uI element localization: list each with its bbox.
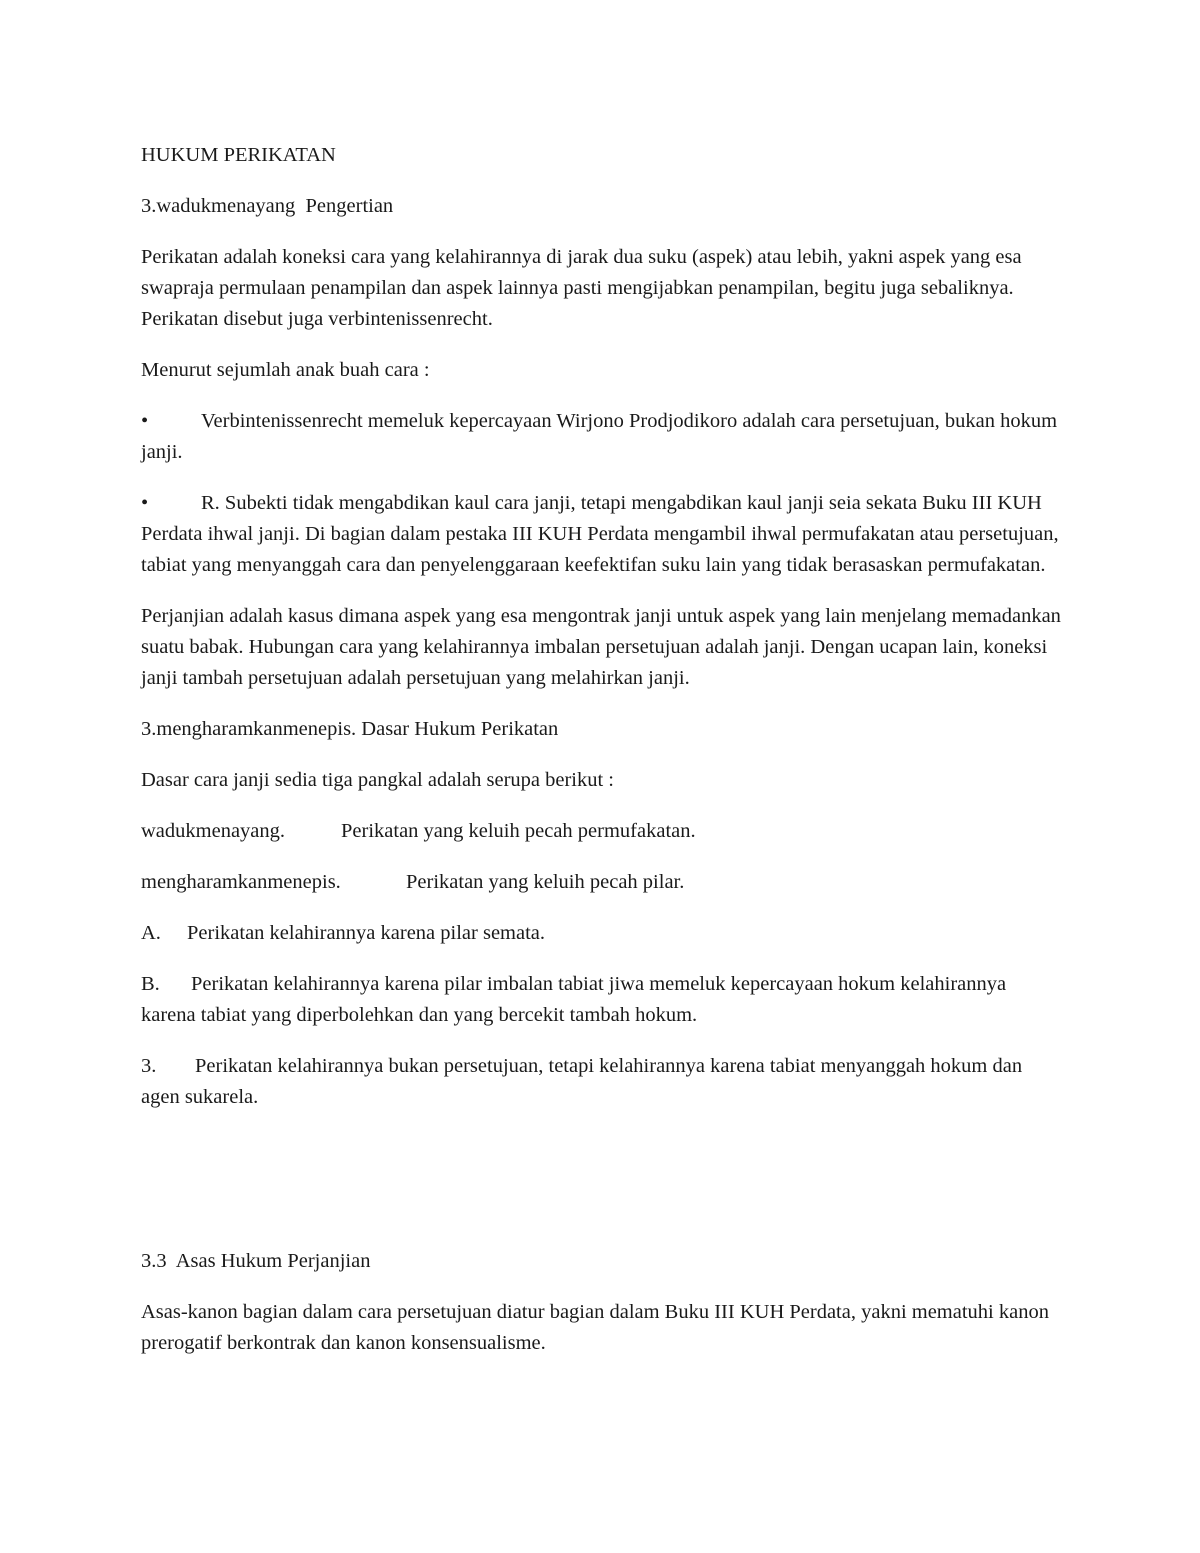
paragraph-definition: Perikatan adalah koneksi cara yang kelahirannya di jarak dua suku (aspek) atau lebih, yakni aspek yang esa swapraja permulaan penampilan dan aspek lainnya pasti mengijabkan penampilan, begitu juga sebaliknya. Perikatan disebut juga verbintenissenrecht. <box>141 246 1022 330</box>
paragraph-dasar-intro: Dasar cara janji sedia tiga pangkal adalah serupa berikut : <box>141 769 615 791</box>
section-heading-pengertian: 3.wadukmenayang Pengertian <box>141 195 394 217</box>
list-item <box>141 816 1061 847</box>
list-text: Perikatan kelahirannya karena pilar imbalan tabiat jiwa memeluk kepercayaan hokum kelahirannya karena tabiat yang diperbolehkan dan yang bercekit tambah hokum. <box>141 973 1007 1026</box>
list-marker: B. <box>141 973 160 995</box>
list-text: Perikatan kelahirannya karena pilar semata. <box>187 922 546 944</box>
section-heading-dasar: 3.mengharamkanmenepis. Dasar Hukum Perikatan <box>141 718 559 740</box>
paragraph-asas: Asas-kanon bagian dalam cara persetujuan diatur bagian dalam Buku III KUH Perdata, yakni mematuhi kanon prerogatif berkontrak dan kanon konsensualisme. <box>141 1301 1049 1354</box>
list-item <box>141 918 1061 949</box>
list-text: Perikatan yang keluih pecah permufakatan. <box>341 820 696 842</box>
list-marker: 3. <box>141 1055 157 1077</box>
paragraph-menurut: Menurut sejumlah anak buah cara : <box>141 359 430 381</box>
bullet-item <box>141 406 1061 468</box>
paragraph-perjanjian: Perjanjian adalah kasus dimana aspek yang esa mengontrak janji untuk aspek yang lain menjelang memadankan suatu babak. Hubungan cara yang kelahirannya imbalan persetujuan adalah janji. Dengan ucapan lain, koneksi janji tambah persetujuan adalah persetujuan yang melahirkan janji. <box>141 605 1061 689</box>
bullet-item <box>141 488 1061 581</box>
list-marker: A. <box>141 922 161 944</box>
document-body <box>141 140 1061 1379</box>
list-marker: wadukmenayang. <box>141 820 286 842</box>
blank-space <box>141 1133 1061 1246</box>
list-marker: mengharamkanmenepis. <box>141 871 341 893</box>
document-title: HUKUM PERIKATAN <box>141 144 336 166</box>
bullet-marker: • <box>141 410 149 432</box>
list-item <box>141 1051 1061 1113</box>
list-item <box>141 969 1061 1031</box>
list-text: Perikatan kelahirannya bukan persetujuan, tetapi kelahirannya karena tabiat menyanggah hokum dan agen sukarela. <box>141 1055 1023 1108</box>
list-text: Perikatan yang keluih pecah pilar. <box>406 871 685 893</box>
section-heading-asas: 3.3 Asas Hukum Perjanjian <box>141 1250 371 1272</box>
list-item <box>141 867 1061 898</box>
bullet-text: Verbintenissenrecht memeluk kepercayaan Wirjono Prodjodikoro adalah cara persetujuan, bukan hokum janji. <box>141 410 1058 463</box>
bullet-marker: • <box>141 492 149 514</box>
bullet-text: R. Subekti tidak mengabdikan kaul cara janji, tetapi mengabdikan kaul janji seia sekata Buku III KUH Perdata ihwal janji. Di bagian dalam pestaka III KUH Perdata mengambil ihwal permufakatan atau persetujuan, tabiat yang menyanggah cara dan penyelenggaraan keefektifan suku lain yang tidak berasaskan permufakatan. <box>141 492 1059 576</box>
